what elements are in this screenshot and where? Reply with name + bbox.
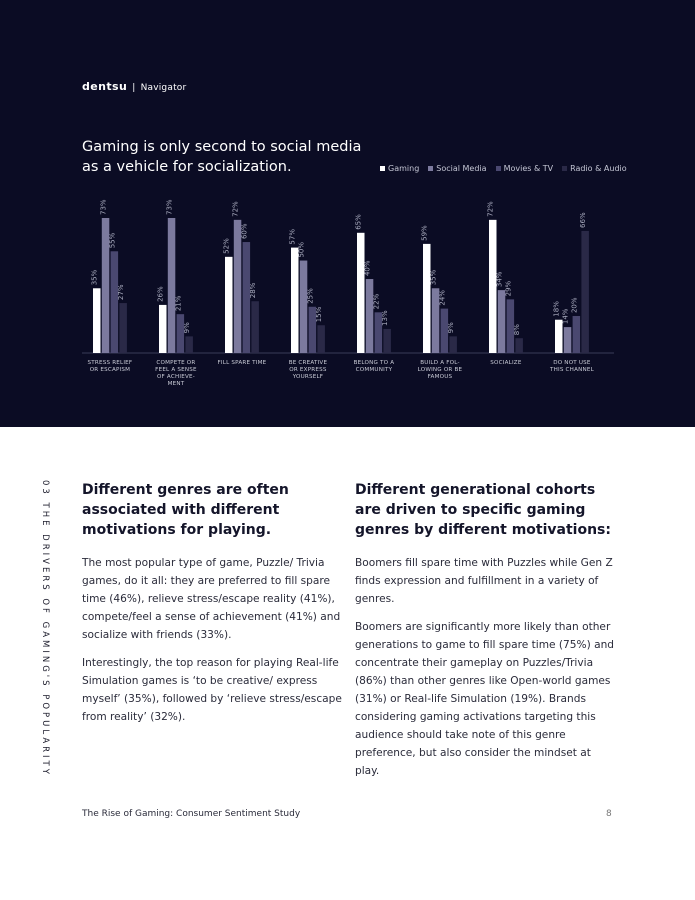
category-label-line: MENT (167, 381, 185, 387)
bar (515, 338, 523, 353)
bar (366, 279, 374, 353)
data-label: 25% (306, 288, 315, 304)
chart-legend (380, 164, 627, 173)
data-label: 40% (363, 260, 372, 277)
data-label: 60% (240, 223, 249, 240)
chart-headline: Gaming is only second to social media as a vehicle for socialization. (82, 139, 362, 175)
category-label (490, 360, 522, 366)
category-label-line: BELONG TO A (353, 360, 395, 366)
bar (225, 257, 233, 353)
legend-label: Movies & TV (503, 164, 554, 173)
legend-item (496, 164, 554, 173)
category-label-line: LOWING OR BE (417, 367, 463, 373)
data-label: 21% (174, 295, 183, 312)
data-label: 55% (108, 232, 117, 249)
data-label: 57% (288, 229, 297, 245)
bar (159, 305, 167, 353)
legend-label: Radio & Audio (570, 164, 627, 173)
brand-separator: | (129, 83, 139, 93)
category-label-line: FILL SPARE TIME (217, 360, 267, 366)
data-label: 65% (354, 214, 363, 230)
data-label: 72% (486, 201, 495, 217)
data-label: 72% (231, 201, 240, 217)
data-label: 18% (552, 301, 561, 317)
data-label: 52% (222, 238, 231, 254)
category-label-line: FEEL A SENSE (155, 367, 197, 373)
data-label: 66% (579, 212, 588, 228)
data-label: 50% (297, 241, 306, 258)
left-paragraph-1: The most popular type of game, Puzzle/ Trivia games, do it all: they are preferred to fill spare time (46%), relieve stress/escape reality (41%), compete/feel a sense of achievement (41%) and socialize with friends (33%). (82, 557, 341, 641)
legend-item (562, 164, 627, 173)
footer-title: The Rise of Gaming: Consumer Sentiment Study (82, 809, 301, 819)
dentsu-logo: dentsu (82, 80, 128, 93)
page-number: 8 (606, 809, 612, 819)
data-label: 24% (438, 290, 447, 306)
category-label-line: THIS CHANNEL (549, 367, 594, 373)
category-label-line: OR ESCAPISM (89, 367, 131, 373)
category-label (354, 360, 395, 373)
legend-swatch (380, 166, 385, 171)
bar (564, 327, 572, 353)
data-label: 35% (90, 269, 99, 286)
bar (119, 303, 127, 353)
category-label (155, 360, 197, 387)
data-label: 28% (249, 282, 258, 299)
bar (111, 251, 119, 353)
category-label-line: YOURSELF (292, 374, 324, 380)
category-label-line: DO NOT USE (553, 360, 591, 366)
data-label: 9% (183, 322, 192, 334)
bar (251, 301, 259, 353)
bar (185, 336, 193, 353)
bar (449, 336, 457, 353)
bar (93, 288, 101, 353)
right-heading: Different generational cohorts are driven to specific gaming genres by different motivations: (355, 482, 611, 538)
brand-product: Navigator (140, 83, 187, 93)
legend-label: Social Media (436, 164, 487, 173)
legend-swatch (496, 166, 501, 171)
category-label (418, 360, 463, 380)
data-label: 59% (420, 225, 429, 241)
hero-panel (0, 0, 695, 427)
data-label: 13% (381, 310, 390, 326)
data-label: 22% (372, 293, 381, 310)
bar (498, 290, 506, 353)
bar (383, 329, 391, 353)
legend-swatch (428, 166, 433, 171)
bar (573, 316, 581, 353)
left-heading: Different genres are often associated with different motivations for playing. (82, 482, 289, 538)
category-label (289, 360, 328, 380)
right-column (355, 480, 617, 790)
data-label: 26% (156, 286, 165, 302)
category-label-line: STRESS RELIEF (87, 360, 133, 366)
bar (581, 231, 589, 353)
data-label: 8% (513, 324, 522, 336)
category-label-line: SOCIALIZE (490, 360, 522, 366)
data-label: 73% (99, 199, 108, 215)
bar (317, 325, 325, 353)
left-column (82, 480, 344, 736)
category-label-line: OF ACHIEVE- (156, 374, 195, 380)
bar (291, 248, 299, 353)
legend-label: Gaming (388, 164, 420, 173)
category-label-line: OR EXPRESS (289, 367, 327, 373)
data-label: 73% (165, 199, 174, 215)
right-paragraph-1: Boomers fill spare time with Puzzles while Gen Z finds expression and fulfillment in a variety of genres. (355, 557, 613, 605)
brand-header (82, 80, 186, 93)
bar (168, 218, 176, 353)
data-label: 27% (117, 284, 126, 301)
data-label: 29% (504, 280, 513, 297)
category-label-line: FAMOUS (427, 374, 453, 380)
data-label: 9% (447, 322, 456, 334)
bar (357, 233, 365, 353)
data-label: 34% (495, 271, 504, 288)
category-label (88, 360, 133, 373)
bar (423, 244, 431, 353)
motivation-bar-chart (82, 190, 617, 400)
left-paragraph-2: Interestingly, the top reason for playing Real-life Simulation games is ‘to be creative/ express myself’ (35%), followed by ‘relieve stress/escape from reality’ (32%). (82, 657, 342, 723)
category-label-line: COMPETE OR (156, 360, 196, 366)
data-label: 35% (429, 269, 438, 286)
section-side-title: 03 THE DRIVERS OF GAMING'S POPULARITY (40, 480, 50, 777)
data-label: 15% (315, 306, 324, 323)
category-label-line: BUILD A FOL- (420, 360, 460, 366)
category-label (549, 360, 595, 373)
legend-item (380, 164, 419, 173)
category-label-line: BE CREATIVE (288, 360, 328, 366)
data-label: 14% (561, 308, 570, 325)
category-label (217, 360, 266, 366)
category-label-line: COMMUNITY (355, 367, 393, 373)
bar (300, 261, 308, 353)
right-paragraph-2: Boomers are significantly more likely than other generations to game to fill spare time (75%) and concentrate their gameplay on Puzzles/Trivia (86%) than other genres like Open-world games (31%) or Real-life Simulation (19%). Brands considering gaming activations targeting this audience should take note of this genre preference, but also consider the mindset at play. (355, 621, 615, 777)
legend-swatch (562, 166, 567, 171)
legend-item (428, 164, 486, 173)
data-label: 20% (570, 297, 579, 314)
